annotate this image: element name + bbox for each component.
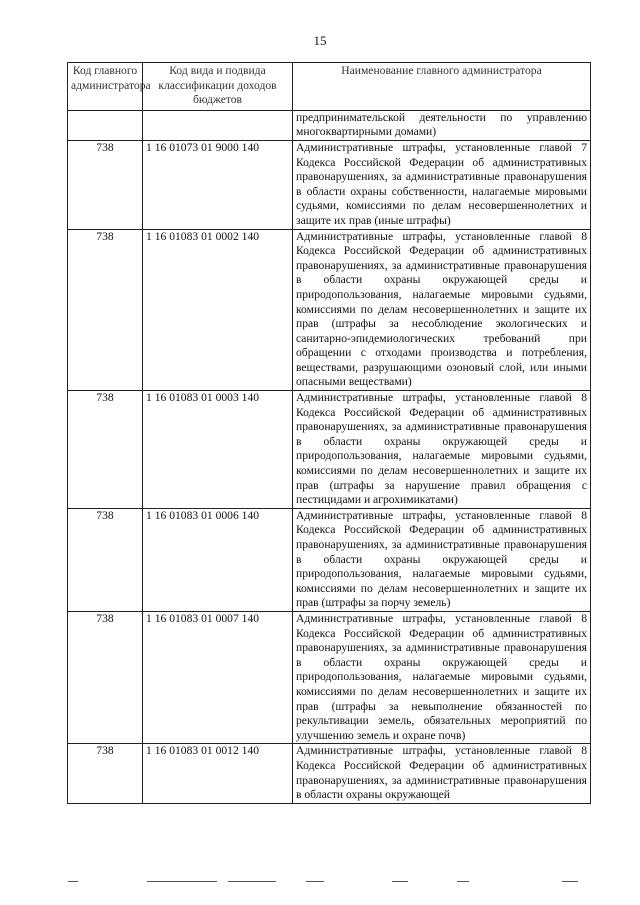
scan-mark: [306, 881, 324, 882]
admin-code-cell: 738: [68, 391, 143, 509]
revenue-code-cell: 1 16 01083 01 0002 140: [143, 229, 293, 391]
revenue-code-cell: 1 16 01083 01 0003 140: [143, 391, 293, 509]
table-row: [68, 744, 591, 803]
table-row: [68, 508, 591, 611]
empty-cell: [68, 110, 143, 140]
admin-code-cell: 738: [68, 611, 143, 743]
table-row: [68, 229, 591, 391]
scan-mark: [457, 881, 469, 882]
scan-mark: [228, 881, 276, 882]
revenue-code-cell: 1 16 01073 01 9000 140: [143, 140, 293, 229]
description-cell: Административные штрафы, установленные главой 7 Кодекса Российской Федерации об административных правонарушениях, за административные правонарушения в области охраны собственности, налагаемые мировыми судьями, комиссиями по делам несовершеннолетних и защите их прав (иные штрафы): [293, 140, 591, 229]
admin-code-cell: 738: [68, 229, 143, 391]
continuation-text: предпринимательской деятельности по управлению многоквартирными домами): [293, 110, 591, 140]
table-row: [68, 140, 591, 229]
table-header-row: [68, 63, 591, 111]
admin-code-cell: 738: [68, 508, 143, 611]
header-revenue-code: Код вида и подвида классификации доходов бюджетов: [143, 63, 293, 111]
scan-mark: [392, 881, 408, 882]
empty-cell: [143, 110, 293, 140]
scan-mark: [147, 881, 217, 882]
table-row: [68, 391, 591, 509]
admin-code-cell: 738: [68, 140, 143, 229]
description-cell: Административные штрафы, установленные главой 8 Кодекса Российской Федерации об административных правонарушениях, за административные правонарушения в области охраны окружающей: [293, 744, 591, 803]
description-cell: Административные штрафы, установленные главой 8 Кодекса Российской Федерации об административных правонарушениях, за административные правонарушения в области охраны окружающей среды и природопользования, налагаемые мировыми судьями, комиссиями по делам несовершеннолетних и защите их прав (штрафы за невыполнение обязанностей по рекультивации земель, обязательных мероприятий по улучшению земель и охране почв): [293, 611, 591, 743]
page-number: 15: [313, 33, 327, 48]
table-row: [68, 611, 591, 743]
header-admin-name: Наименование главного администратора: [293, 63, 591, 111]
description-cell: Административные штрафы, установленные главой 8 Кодекса Российской Федерации об административных правонарушениях, за административные правонарушения в области охраны окружающей среды и природопользования, налагаемые мировыми судьями, комиссиями по делам несовершеннолетних и защите их прав (штрафы за несоблюдение экологических и санитарно-эпидемиологических требований при обращении с отходами производства и потребления, веществами, разрушающими озоновый слой, или иными опасными веществами): [293, 229, 591, 391]
scan-artifact-marks: [62, 878, 582, 886]
scan-mark: [562, 881, 578, 882]
description-cell: Административные штрафы, установленные главой 8 Кодекса Российской Федерации об административных правонарушениях, за административные правонарушения в области охраны окружающей среды и природопользования, налагаемые мировыми судьями, комиссиями по делам несовершеннолетних и защите их прав (штрафы за порчу земель): [293, 508, 591, 611]
header-admin-code: Код главного администратора: [68, 63, 143, 111]
revenue-admin-table: [67, 62, 591, 804]
admin-code-cell: 738: [68, 744, 143, 803]
revenue-code-cell: 1 16 01083 01 0012 140: [143, 744, 293, 803]
revenue-code-cell: 1 16 01083 01 0007 140: [143, 611, 293, 743]
revenue-code-cell: 1 16 01083 01 0006 140: [143, 508, 293, 611]
scan-mark: [68, 881, 78, 882]
description-cell: Административные штрафы, установленные главой 8 Кодекса Российской Федерации об административных правонарушениях, за административные правонарушения в области охраны окружающей среды и природопользования, налагаемые мировыми судьями, комиссиями по делам несовершеннолетних и защите их прав (штрафы за нарушение правил обращения с пестицидами и агрохимикатами): [293, 391, 591, 509]
continuation-row: [68, 110, 591, 140]
